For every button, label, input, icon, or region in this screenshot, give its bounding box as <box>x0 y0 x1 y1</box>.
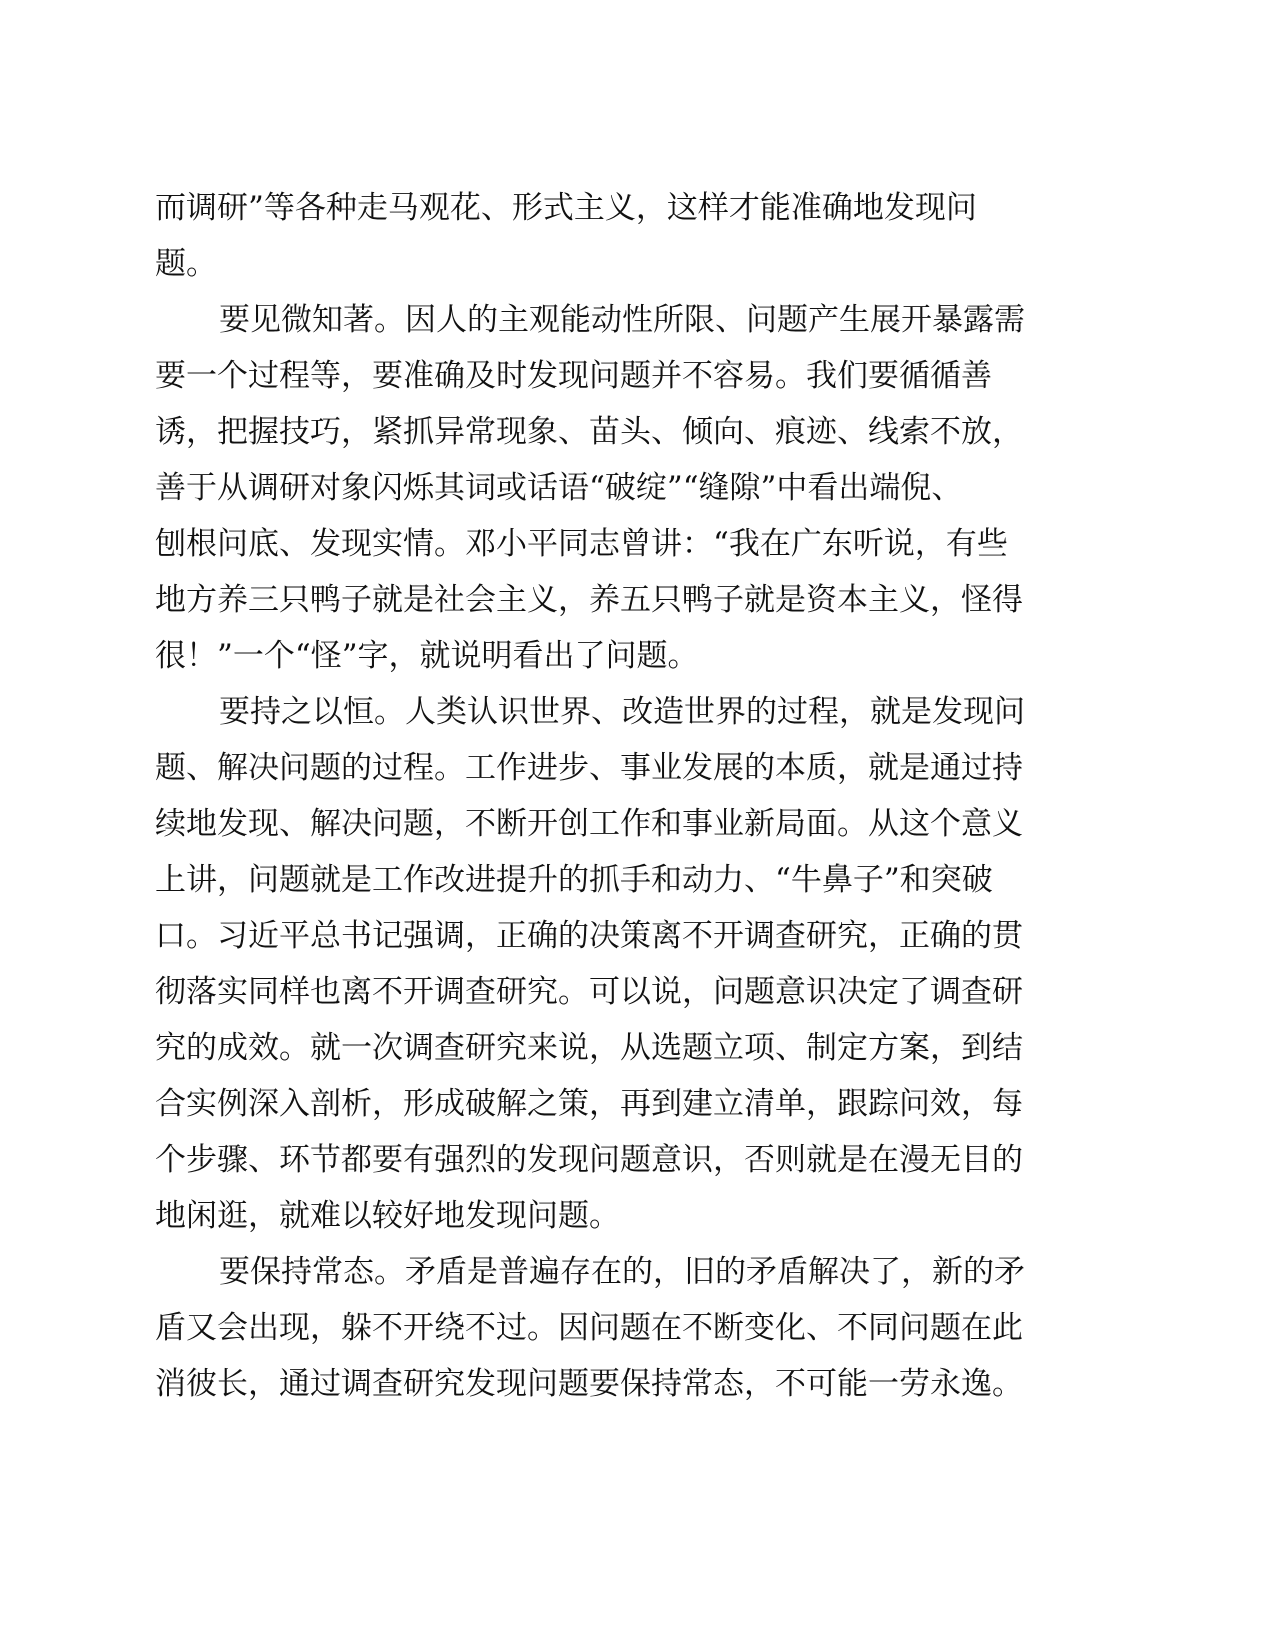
text-line: 题。 <box>155 246 217 282</box>
text-line: 续地发现、解决问题，不断开创工作和事业新局面。从这个意义 <box>155 806 1023 842</box>
document-body <box>155 180 1090 1412</box>
text-line: 口。习近平总书记强调，正确的决策离不开调查研究，正确的贯 <box>155 918 1023 954</box>
text-line: 个步骤、环节都要有强烈的发现问题意识，否则就是在漫无目的 <box>155 1142 1023 1178</box>
text-line: 要一个过程等，要准确及时发现问题并不容易。我们要循循善 <box>155 358 992 394</box>
text-line: 善于从调研对象闪烁其词或话语“破绽”“缝隙”中看出端倪、 <box>155 470 963 506</box>
text-line: 诱，把握技巧，紧抓异常现象、苗头、倾向、痕迹、线索不放， <box>155 414 1023 450</box>
text-line: 合实例深入剖析，形成破解之策，再到建立清单，跟踪问效，每 <box>155 1086 1023 1122</box>
text-line: 上讲，问题就是工作改进提升的抓手和动力、“牛鼻子”和突破 <box>155 862 993 898</box>
text-line: 消彼长，通过调查研究发现问题要保持常态，不可能一劳永逸。 <box>155 1366 1023 1402</box>
text-line: 彻落实同样也离不开调查研究。可以说，问题意识决定了调查研 <box>155 974 1023 1010</box>
text-line: 刨根问底、发现实情。邓小平同志曾讲：“我在广东听说，有些 <box>155 526 1008 562</box>
text-line: 题、解决问题的过程。工作进步、事业发展的本质，就是通过持 <box>155 750 1023 786</box>
text-line: 盾又会出现，躲不开绕不过。因问题在不断变化、不同问题在此 <box>155 1310 1023 1346</box>
text-line: 地闲逛，就难以较好地发现问题。 <box>155 1198 620 1234</box>
text-line: 究的成效。就一次调查研究来说，从选题立项、制定方案，到结 <box>155 1030 1023 1066</box>
paragraph-start-line: 要见微知著。因人的主观能动性所限、问题产生展开暴露需 <box>219 302 1025 338</box>
text-line: 而调研”等各种走马观花、形式主义，这样才能准确地发现问 <box>155 190 977 226</box>
paragraph-start-line: 要保持常态。矛盾是普遍存在的，旧的矛盾解决了，新的矛 <box>219 1254 1025 1290</box>
paragraph-start-line: 要持之以恒。人类认识世界、改造世界的过程，就是发现问 <box>219 694 1025 730</box>
text-line: 很！”一个“怪”字，就说明看出了问题。 <box>155 638 699 674</box>
text-line: 地方养三只鸭子就是社会主义，养五只鸭子就是资本主义，怪得 <box>155 582 1023 618</box>
